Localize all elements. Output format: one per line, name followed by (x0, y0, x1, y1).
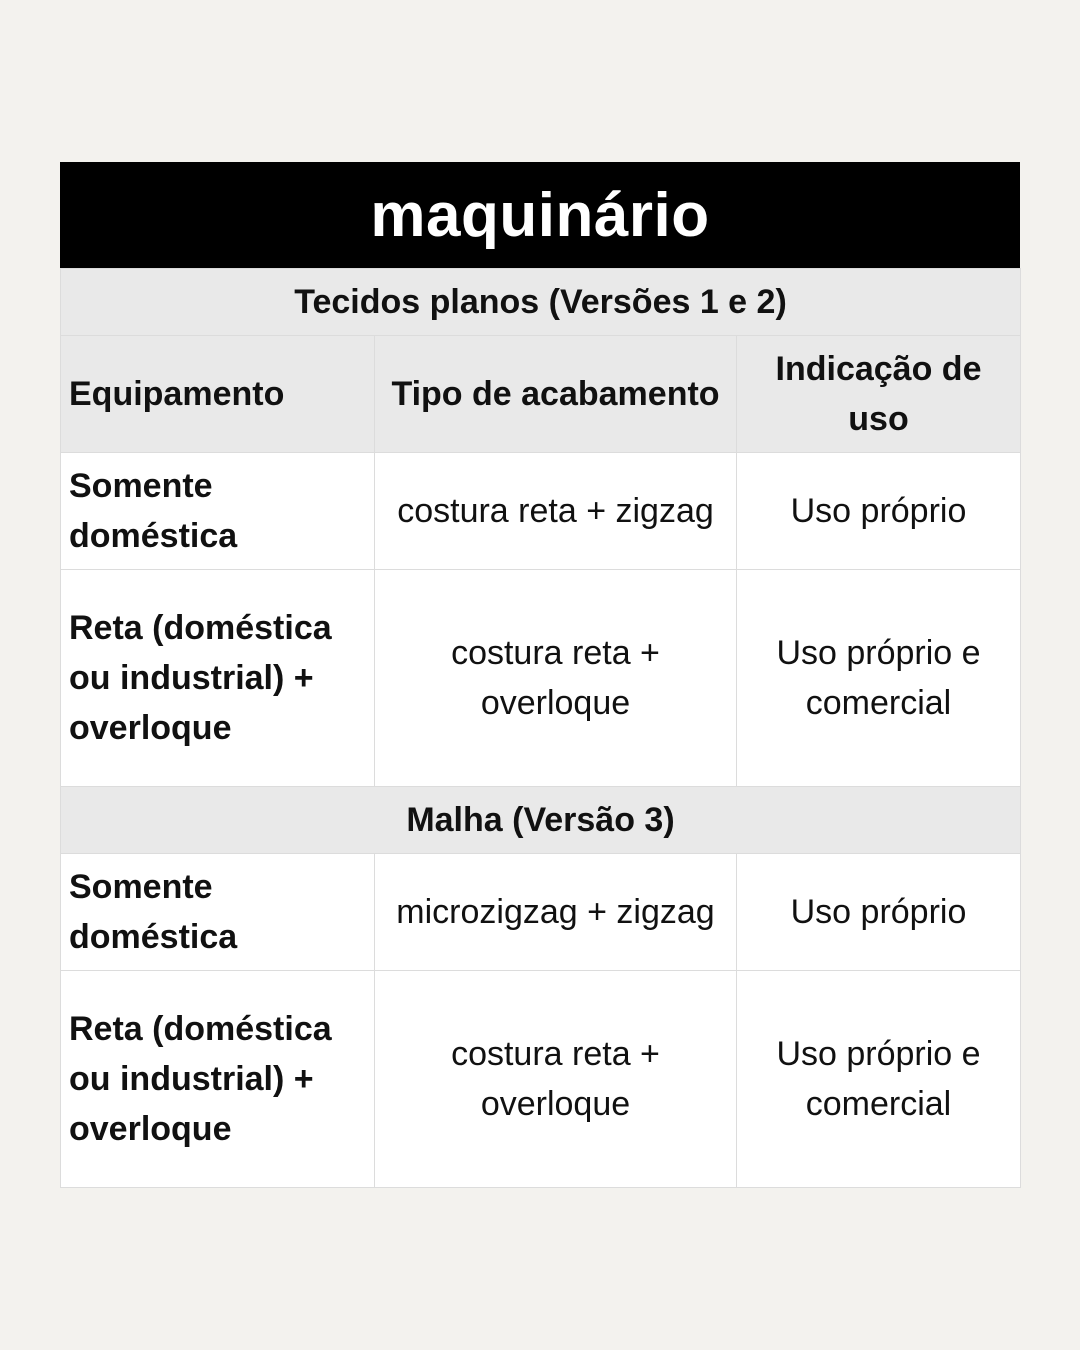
cell-acabamento: costura reta + overloque (375, 971, 737, 1188)
cell-acabamento: microzigzag + zigzag (375, 854, 737, 971)
cell-uso: Uso próprio e comercial (737, 971, 1021, 1188)
table-row (61, 453, 1021, 570)
table-row (61, 971, 1021, 1188)
cell-uso: Uso próprio (737, 854, 1021, 971)
cell-equipamento: Reta (doméstica ou industrial) + overloque (61, 971, 375, 1188)
cell-uso: Uso próprio e comercial (737, 570, 1021, 787)
cell-acabamento: costura reta + overloque (375, 570, 737, 787)
machinery-table (60, 162, 1020, 1188)
column-header-uso: Indicação de uso (737, 336, 1021, 453)
cell-equipamento: Reta (doméstica ou industrial) + overloque (61, 570, 375, 787)
column-header-row (61, 336, 1021, 453)
table-title: maquinário (60, 162, 1020, 268)
column-header-equipamento: Equipamento (61, 336, 375, 453)
cell-equipamento: Somente doméstica (61, 854, 375, 971)
table-row (61, 854, 1021, 971)
section-label: Malha (Versão 3) (61, 787, 1021, 854)
section-header-malha (61, 787, 1021, 854)
table-row (61, 570, 1021, 787)
column-header-acabamento: Tipo de acabamento (375, 336, 737, 453)
machinery-grid (60, 268, 1021, 1188)
section-label: Tecidos planos (Versões 1 e 2) (61, 269, 1021, 336)
cell-acabamento: costura reta + zigzag (375, 453, 737, 570)
cell-uso: Uso próprio (737, 453, 1021, 570)
cell-equipamento: Somente doméstica (61, 453, 375, 570)
section-header-tecidos-planos (61, 269, 1021, 336)
